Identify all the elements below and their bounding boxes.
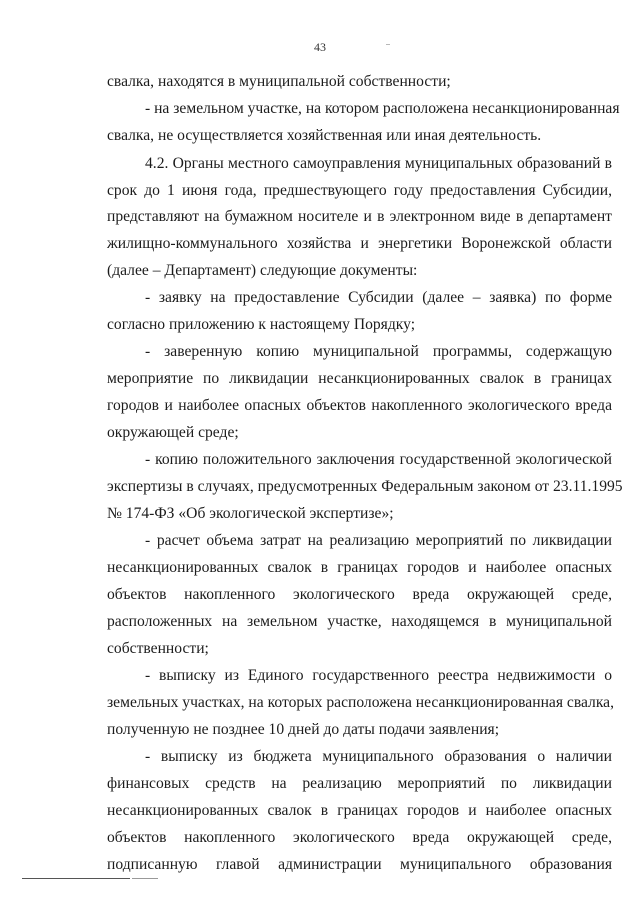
text-line: свалка, не осуществляется хозяйственная или иная деятельность. <box>107 127 542 144</box>
text-line: мероприятие по ликвидации несанкционированных свалок в границах <box>107 370 612 387</box>
text-line: - заявку на предоставление Субсидии (далее – заявка) по форме <box>145 289 612 306</box>
footer-rule <box>22 878 130 879</box>
page-number-mark <box>386 44 390 45</box>
text-line: объектов накопленного экологического вреда окружающей среде, <box>107 829 612 846</box>
text-line: городов и наиболее опасных объектов накопленного экологического вреда <box>107 397 612 414</box>
text-line: - копию положительного заключения государственной экологической <box>145 451 612 468</box>
text-line: несанкционированных свалок в границах городов и наиболее опасных <box>107 802 612 819</box>
text-line: - на земельном участке, на котором расположена несанкционированная <box>145 100 620 117</box>
text-line: представляют на бумажном носителе и в электронном виде в департамент <box>107 208 612 225</box>
text-line: свалка, находятся в муниципальной собственности; <box>107 73 451 90</box>
text-line: подписанную главой администрации муниципального образования <box>107 856 612 873</box>
text-line: финансовых средств на реализацию мероприятий по ликвидации <box>107 775 612 792</box>
page-number: 43 <box>314 40 326 54</box>
text-line: земельных участках, на которых расположена несанкционированная свалка, <box>107 694 614 711</box>
text-line: - выписку из Единого государственного реестра недвижимости о <box>145 667 612 684</box>
text-line: собственности; <box>107 640 209 657</box>
text-line: 4.2. Органы местного самоуправления муниципальных образований в <box>145 155 612 172</box>
text-line: экспертизы в случаях, предусмотренных Федеральным законом от 23.11.1995 <box>107 478 623 495</box>
text-line: - расчет объема затрат на реализацию мероприятий по ликвидации <box>145 532 612 549</box>
text-line: - заверенную копию муниципальной программы, содержащую <box>145 343 612 360</box>
text-line: (далее – Департамент) следующие документы: <box>107 262 418 279</box>
text-line: согласно приложению к настоящему Порядку; <box>107 316 416 333</box>
text-line: объектов накопленного экологического вреда окружающей среде, <box>107 586 612 603</box>
footer-rule-segment <box>132 878 158 879</box>
text-line: расположенных на земельном участке, находящемся в муниципальной <box>107 613 612 630</box>
text-line: несанкционированных свалок в границах городов и наиболее опасных <box>107 559 612 576</box>
text-line: полученную не позднее 10 дней до даты подачи заявления; <box>107 721 500 738</box>
text-line: жилищно-коммунального хозяйства и энергетики Воронежской области <box>107 235 612 252</box>
text-line: - выписку из бюджета муниципального образования о наличии <box>145 748 612 765</box>
text-line: окружающей среде; <box>107 424 239 441</box>
text-line: срок до 1 июня года, предшествующего году предоставления Субсидии, <box>107 182 612 199</box>
text-line: № 174-ФЗ «Об экологической экспертизе»; <box>107 505 394 522</box>
